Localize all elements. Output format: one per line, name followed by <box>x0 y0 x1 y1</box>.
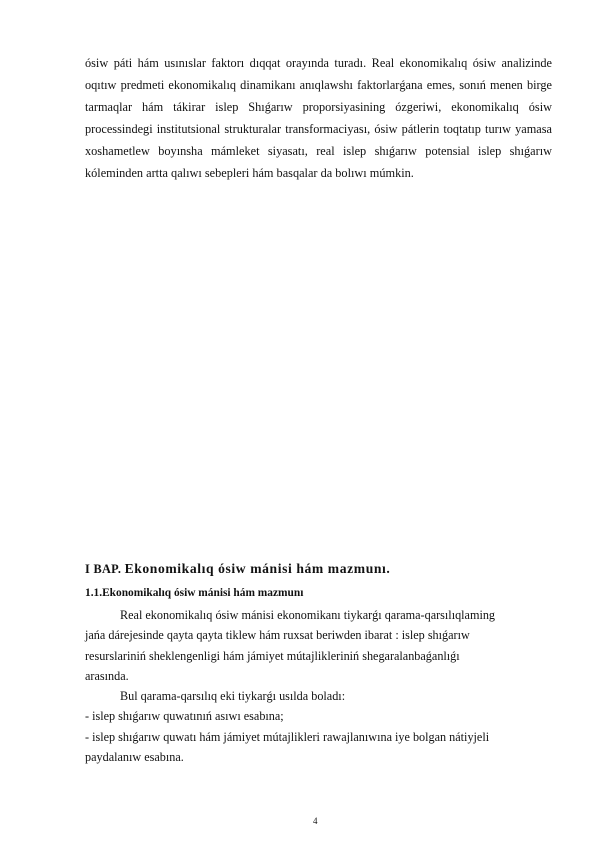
page-number: 4 <box>313 816 318 826</box>
body-line: resurslariniń sheklengenligi hám jámiyet mútajlikleriniń shegaralanbaǵanlıǵı <box>85 648 460 663</box>
body-line: paydalanıw esabına. <box>85 750 184 765</box>
list-item: - islep shıǵarıw quwatınıń asıwı esabına; <box>85 709 284 724</box>
body-text <box>85 605 552 767</box>
intro-paragraph: ósiw páti hám usınıslar faktorı dıqqat orayında turadı. Real ekonomikalıq ósiw analizinde oqıtıw predmeti ekonomikalıq dinamikanı anıqlawshı faktorlarǵana emes, sonıń menen birge tarmaqlar hám tákirar islep Shıǵarıw proporsiyasining ózgeriwi, ekonomikalıq ósiw processindegi institutsional strukturalar transformaciyası, ósiw pátlerin toqtatıp turıw yamasa xoshametlew boyınsha mámleket siyasatı, real islep shıǵarıw potensial islep shıǵarıw kóleminden artta qalıwı sebepleri hám basqalar da bolıwı múmkin. <box>85 56 552 181</box>
section-heading: 1.1.Ekonomikalıq ósiw mánisi hám mazmunı <box>85 587 304 599</box>
chapter-heading <box>85 561 552 577</box>
body-line: arasında. <box>85 668 129 683</box>
chapter-title: Ekonomikalıq ósiw mánisi hám mazmunı. <box>124 561 391 576</box>
chapter-number: I BAP. <box>85 562 122 576</box>
body-line: Bul qarama-qarsılıq eki tiykarǵı usılda boladı: <box>120 689 346 704</box>
body-line: Real ekonomikalıq ósiw mánisi ekonomikanı tiykarǵı qarama-qarsılıqlaming <box>120 608 496 622</box>
body-line: jańa dárejesinde qayta qayta tiklew hám ruxsat beriwden ibarat : islep shıǵarıw <box>85 628 470 643</box>
list-item: - islep shıǵarıw quwatı hám jámiyet mútajlikleri rawajlanıwına iye bolgan nátiyjeli <box>85 729 490 744</box>
